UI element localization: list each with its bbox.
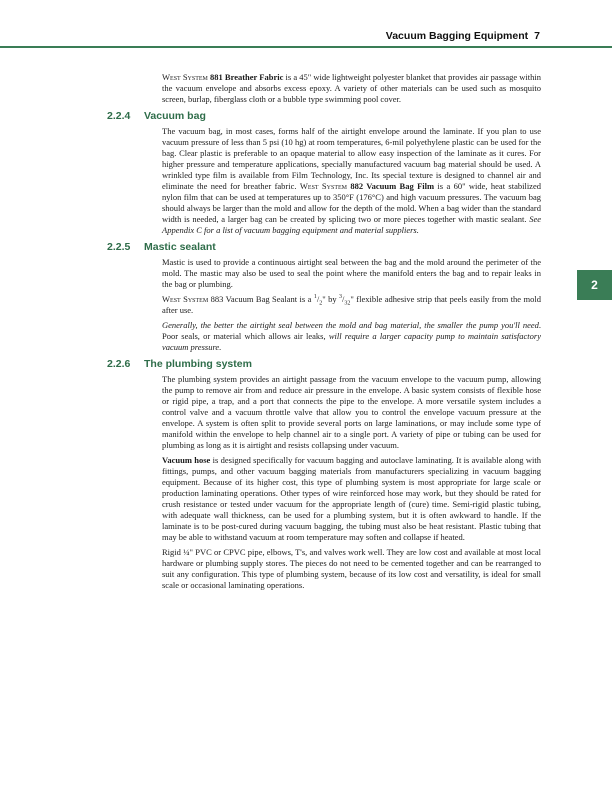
page-content [0,72,612,595]
running-header [386,30,540,42]
section-heading-vacuum-bag [107,110,612,122]
vacuum-bag-text-a: The vacuum bag, in most cases, forms half of the airtight envelope around the laminate. If you plan to use vacuum pressure of less than 5 psi (10 hg) at room temperatures, 6-mil polyethylene plastic can be used for the bag. Clear plastic is preferable to an opaque material to allow easy inspection of the laminate as it cures. For higher pressure and temperature applications, specially manufactured vacuum bag material should be used. A wrinkled type film is available from Film Technology, Inc. Its special texture is designed to channel air and eliminate the need for breather fabric. [162,126,541,191]
chapter-tab: 2 [577,270,612,300]
mastic-italic-b: will require a larger capacity pump to maintain satisfactory vacuum pressure. [162,331,542,352]
section-number: 2.2.5 [107,241,131,253]
mastic-text-a: 883 Vacuum Bag Sealant is a [208,294,314,304]
mastic-italic-a: Generally, the better the airtight seal between the mold and bag material, the smaller the pump you'll need [162,320,539,330]
section-title: The plumbing system [144,358,252,370]
mastic-text-plain: . Poor seals, or material which allows air leaks, [162,320,541,341]
mastic-paragraph-3 [162,320,541,353]
plumbing-paragraph-2 [162,455,541,543]
section-title: Mastic sealant [144,241,216,253]
mastic-text-mid: " by [322,294,340,304]
product-name: 881 Breather Fabric [210,72,284,82]
section-heading-plumbing-system [107,358,612,370]
brand-name: West System [299,181,347,191]
plumbing-text-2: is designed specifically for vacuum bagging and autoclave laminating. It is available along with fittings, pumps, and other vacuum bagging materials from manufacturers specializing in vacuum bagging equipment. Because of its higher cost, this type of plumbing system is most appropriate for large scale or production laminating operations. Other types of wire reinforced hose may work, but they should be rated for crush resistance or tested under vacuum for the appropriate length of (cure) time. Semi-rigid plastic tubing, with adequate wall thickness, can be used for a plumbing system, but it is often awkward to handle. If the laminate is to be post-cured during vacuum bagging, the tubing must also be heat resistant. Plastic tubing that may be able to withstand vacuum at room temperature may soften and collapse if heated. [162,455,541,542]
mastic-text-b: " flexible adhesive strip that peels easily from the mold after use. [162,294,541,315]
plumbing-paragraph-3: Rigid ¼" PVC or CPVC pipe, elbows, T's, and valves work well. They are low cost and available at most local hardware or plumbing supply stores. The pieces do not need to be cemented together and can be rearranged to suit any configuration. This type of plumbing system, because of its low cost and versatility, is ideal for small scale or occasional laminating operations. [162,547,541,590]
section-heading-mastic-sealant [107,241,612,253]
mastic-paragraph-2: West System 883 Vacuum Bag Sealant is a $^1/_2$" by $^3/_{32}$" flexible adhesive strip that peels easily from the mold after use. [162,294,541,315]
page-number: 7 [534,30,540,42]
vacuum-bag-text-b: is a 60" wide, heat stabilized nylon film that can be used at temperatures up to 350°F (176°C) and high vacuum pressures. The vacuum bag should always be larger than the mold and allow for the depth of the mold. When a bag wider than the standard width is needed, a larger bag can be created by splicing two or more pieces together with mastic sealant. [162,181,541,224]
appendix-reference: See Appendix C for a list of vacuum bagging equipment and material suppliers. [162,214,541,235]
product-name: 882 Vacuum Bag Film [350,181,435,191]
intro-text: is a 45" wide lightweight polyester blanket that provides air passage within the vacuum envelope and absorbs excess epoxy. A variety of other materials can be used such as mosquito screen, burlap, fiberglass cloth or a bubble type swimming pool cover. [162,72,541,104]
mastic-paragraph-1: Mastic is used to provide a continuous airtight seal between the bag and the mold around the perimeter of the mold. The mastic may also be used to seal the point where the manifold enters the bag and to repair leaks in the bag or plumbing. [162,257,541,289]
vacuum-bag-paragraph [162,126,541,236]
brand-name: West System [162,72,208,82]
fraction-denominator: 2 [319,300,323,307]
intro-paragraph [162,72,541,105]
section-number: 2.2.6 [107,358,131,370]
header-title: Vacuum Bagging Equipment [385,30,529,42]
section-title: Vacuum bag [144,110,206,122]
fraction-numerator: 3 [339,294,343,301]
plumbing-paragraph-1: The plumbing system provides an airtight passage from the vacuum envelope to the vacuum pump, allowing the pump to remove air from and reduce air pressure in the envelope. A basic system consists of flexible hose or rigid pipe, a trap, and a port that connects the pipe to the envelope. A more versatile system includes a control valve and a vacuum throttle valve that allow you to control the envelope vacuum pressure at the envelope. A system is often split to provide several ports on large laminations, or may include some type of manifold within the envelope to help channel air to a single port. A variety of pipe or tubing can be used for plumbing as long as it is airtight and resists collapsing under vacuum. [162,374,541,450]
fraction-numerator: 1 [313,294,317,301]
section-number: 2.2.4 [107,110,131,122]
vacuum-hose-term: Vacuum hose [162,455,211,465]
fraction-denominator: 32 [344,300,351,307]
brand-name: West System [162,294,209,304]
header-rule [0,46,612,48]
